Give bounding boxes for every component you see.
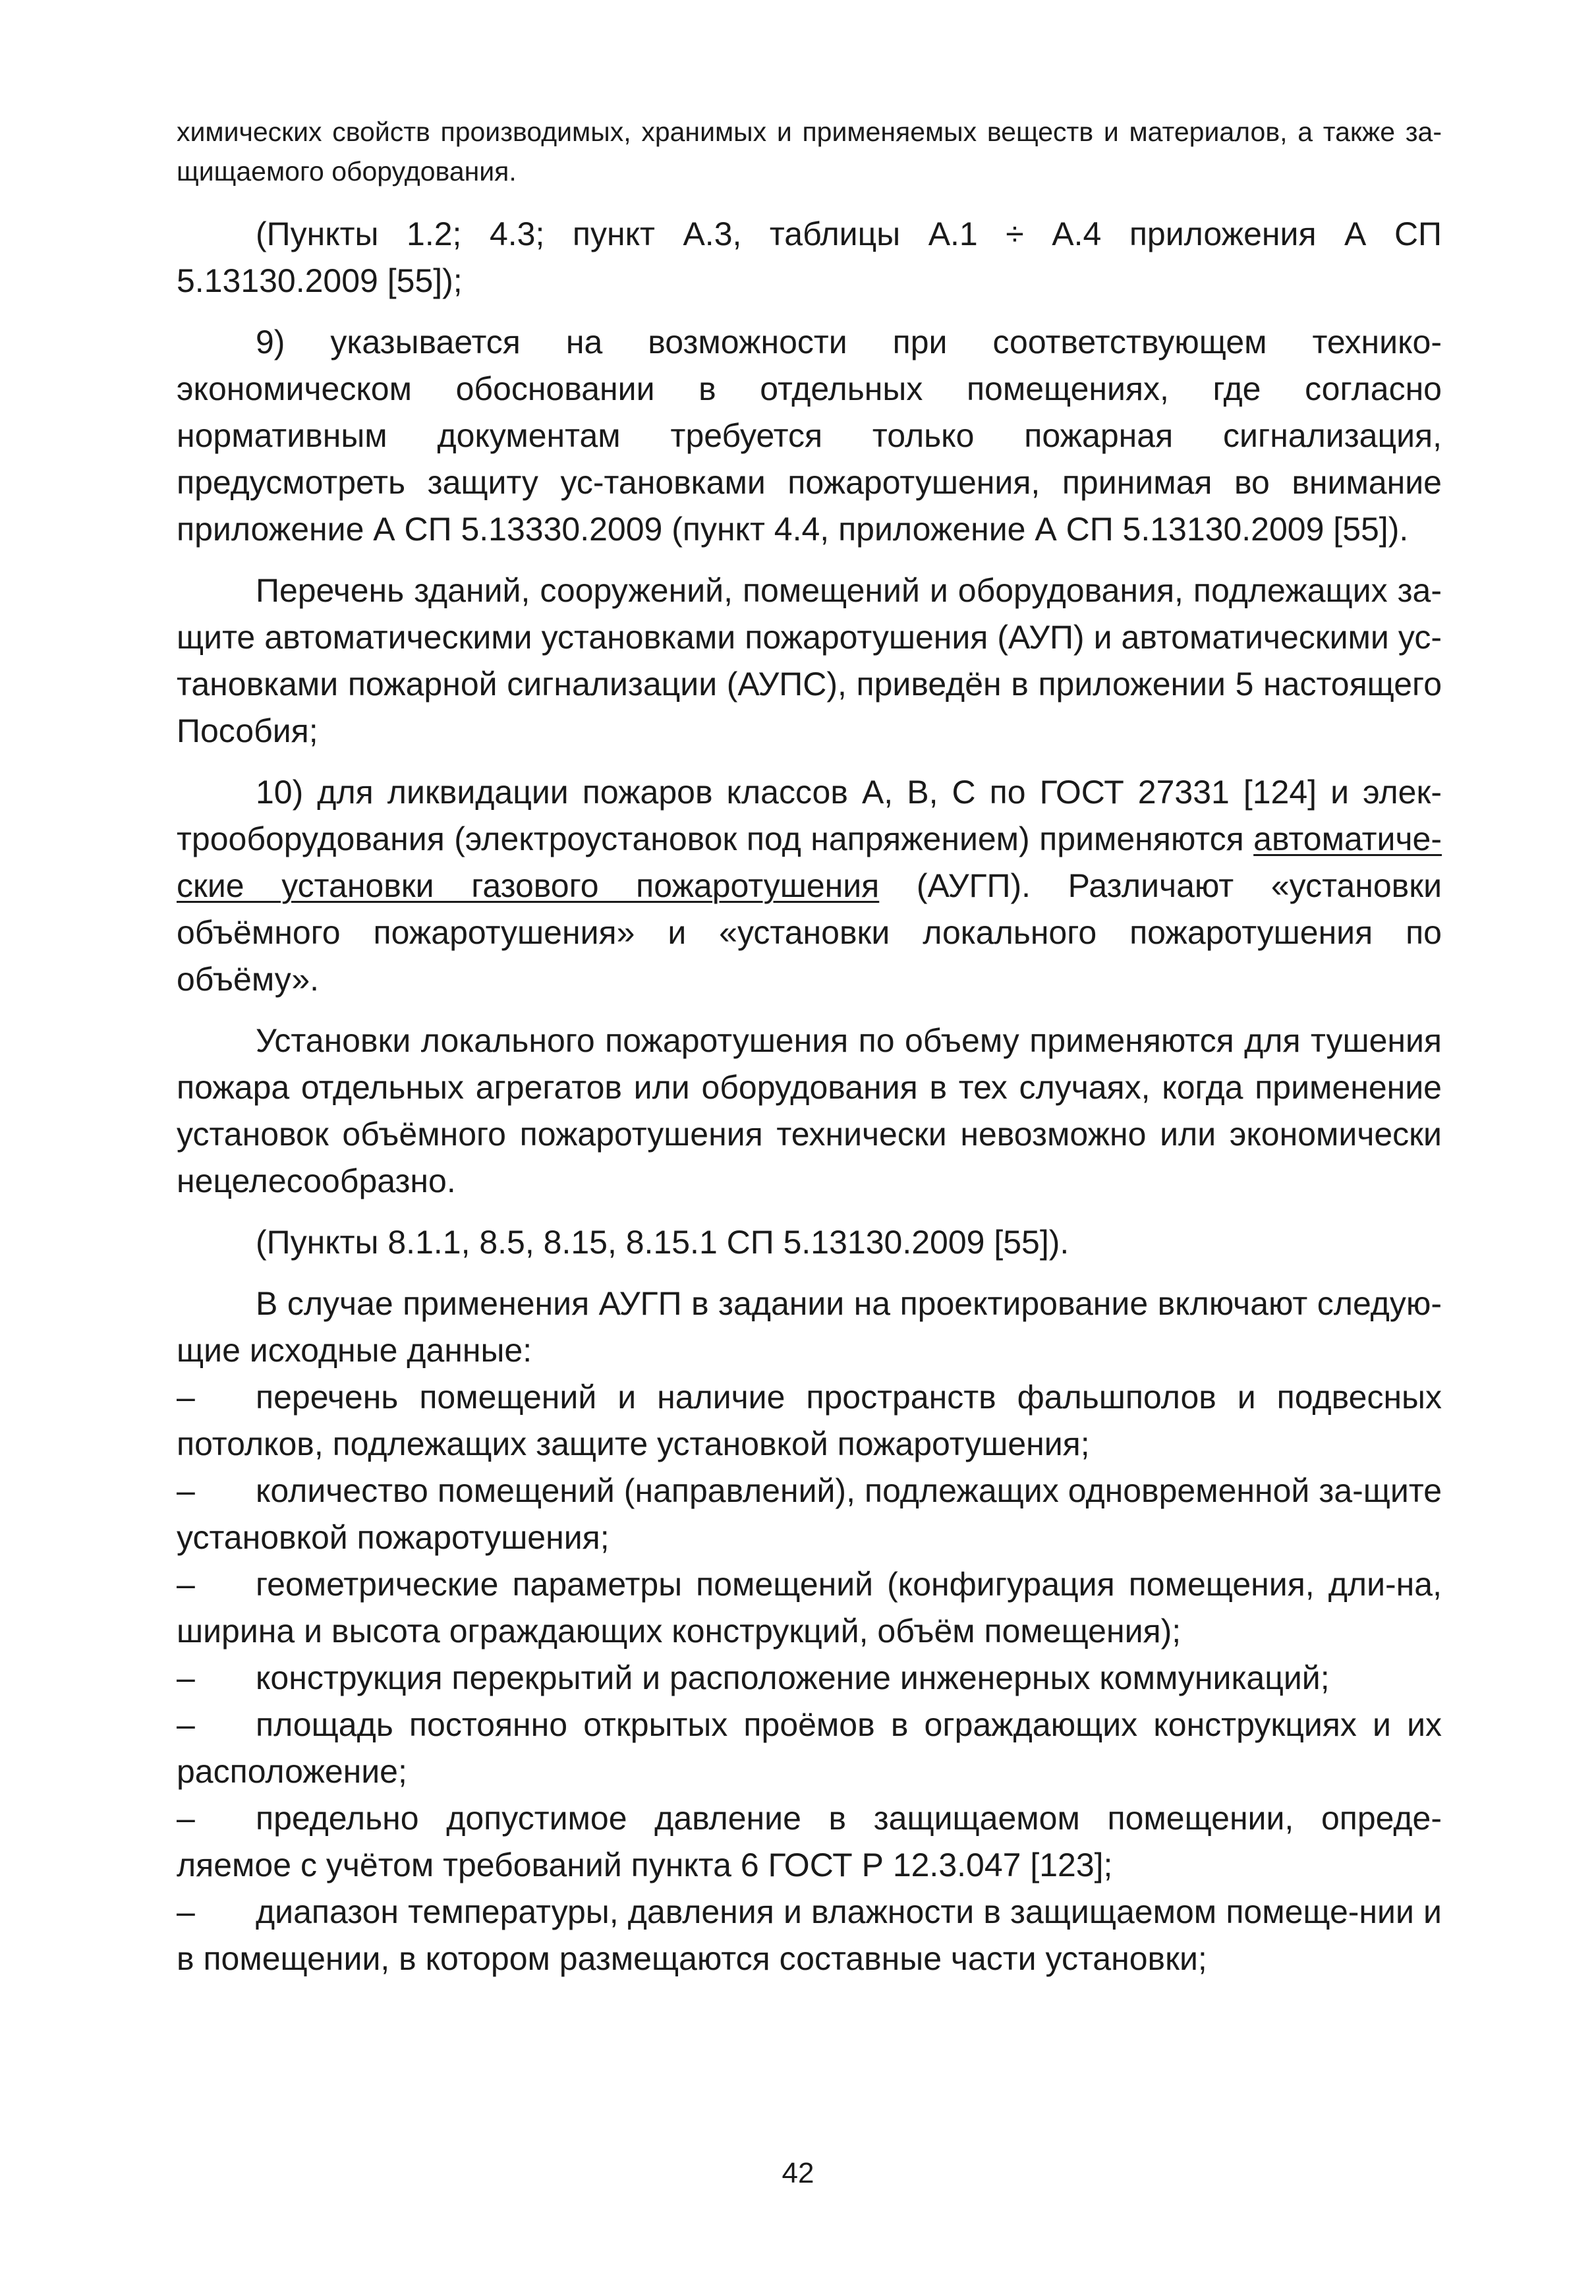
list-item-text: площадь постоянно открытых проёмов в ограждающих конструкциях и их расположение;	[177, 1706, 1442, 1790]
list-item	[177, 1468, 1442, 1561]
reference-paragraph: (Пункты 1.2; 4.3; пункт А.3, таблицы А.1 ÷ А.4 приложения А СП 5.13130.2009 [55]);	[177, 215, 1442, 299]
item-10-paragraph	[177, 769, 1442, 1003]
dash-marker: –	[177, 1706, 195, 1743]
page-number: 42	[782, 2157, 814, 2189]
document-page	[177, 112, 1442, 1982]
list-item-text: предельно допустимое давление в защищаемом помещении, опреде-ляемое с учётом требований пункта 6 ГОСТ Р 12.3.047 [123];	[177, 1800, 1442, 1883]
dash-marker: –	[177, 1472, 195, 1509]
dash-marker: –	[177, 1893, 195, 1930]
list-item	[177, 1374, 1442, 1468]
item-10-text-end: (АУГП). Различают «установки объёмного пожаротушения» и «установки локального пожаротушения по объёму».	[177, 867, 1442, 998]
augp-intro-paragraph: В случае применения АУГП в задании на проектирование включают следую-щие исходные данные:	[177, 1285, 1442, 1369]
list-item-text: диапазон температуры, давления и влажности в защищаемом помеще-нии и в помещении, в котором размещаются составные части установки;	[177, 1893, 1442, 1977]
list-item	[177, 1889, 1442, 1982]
augp-underlined-term: автоматиче-ские установки газового пожаротушения	[177, 820, 1442, 904]
list-item-text: количество помещений (направлений), подлежащих одновременной за-щите установкой пожаротушения;	[177, 1472, 1442, 1556]
local-extinguishing-paragraph: Установки локального пожаротушения по объему применяются для тушения пожара отдельных агрегатов или оборудования в тех случаях, когда применение установок объёмного пожаротушения технически невозможно или экономически нецелесообразно.	[177, 1022, 1442, 1199]
list-item-text: перечень помещений и наличие пространств фальшполов и подвесных потолков, подлежащих защите установкой пожаротушения;	[177, 1379, 1442, 1462]
list-reference-paragraph: Перечень зданий, сооружений, помещений и оборудования, подлежащих за-щите автоматическими установками пожаротушения (АУП) и автоматическими ус-тановками пожарной сигнализации (АУПС), приведён в приложении 5 настоящего Пособия;	[177, 572, 1442, 749]
list-item-text: конструкция перекрытий и расположение инженерных коммуникаций;	[256, 1659, 1330, 1696]
reference-paragraph-2: (Пункты 8.1.1, 8.5, 8.15, 8.15.1 СП 5.13130.2009 [55]).	[256, 1224, 1069, 1261]
list-item	[177, 1795, 1442, 1889]
list-item	[177, 1655, 1442, 1702]
list-item	[177, 1702, 1442, 1795]
continued-paragraph: химических свойств производимых, хранимых и применяемых веществ и материалов, а также за-щищаемого оборудования.	[177, 117, 1442, 187]
item-10-text-start: 10) для ликвидации пожаров классов А, В, С по ГОСТ 27331 [124] и элек-трооборудования (электроустановок под напряжением) применяются	[177, 774, 1442, 857]
dash-marker: –	[177, 1379, 195, 1416]
dash-marker: –	[177, 1566, 195, 1603]
dash-marker: –	[177, 1659, 195, 1696]
dash-marker: –	[177, 1800, 195, 1837]
item-9-paragraph: 9) указывается на возможности при соответствующем технико-экономическом обосновании в отдельных помещениях, где согласно нормативным документам требуется только пожарная сигнализация, предусмотреть защиту ус-тановками пожаротушения, принимая во внимание приложение А СП 5.13330.2009 (пункт 4.4, приложение А СП 5.13130.2009 [55]).	[177, 324, 1442, 548]
list-item-text: геометрические параметры помещений (конфигурация помещения, дли-на, ширина и высота ограждающих конструкций, объём помещения);	[177, 1566, 1442, 1650]
list-item	[177, 1561, 1442, 1655]
